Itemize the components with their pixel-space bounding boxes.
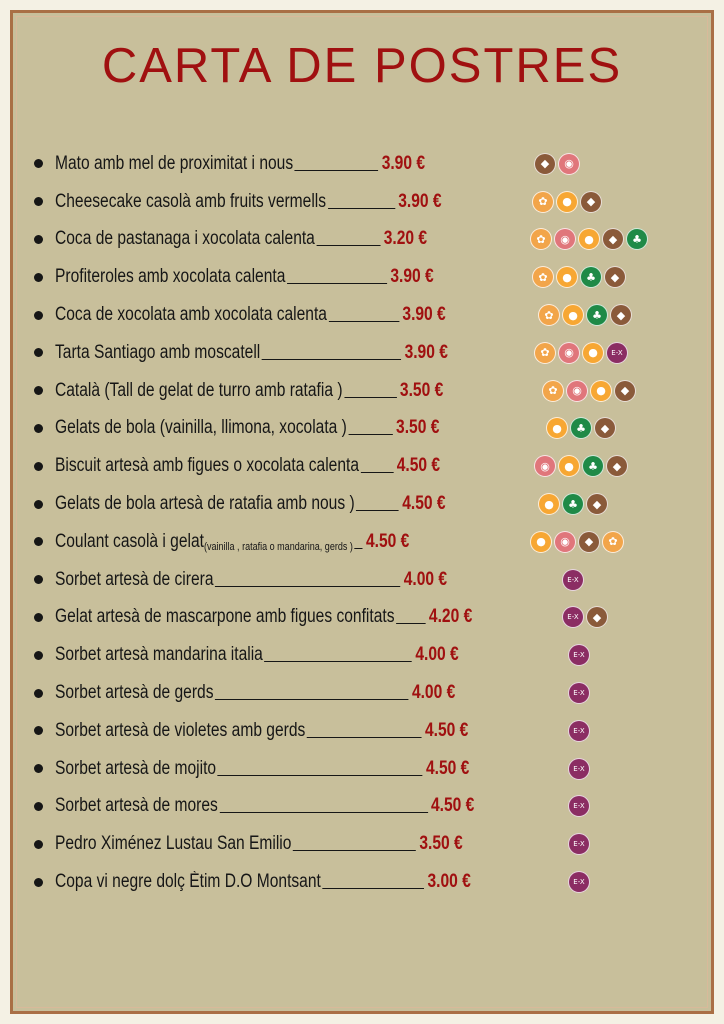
- allergen-icons: [538, 304, 632, 326]
- allergen-icons: [568, 644, 590, 666]
- soy-icon: ♣: [580, 266, 602, 288]
- dessert-price: 4.00 €: [403, 568, 448, 590]
- allergen-icons: [530, 228, 648, 250]
- egg-icon: ●: [530, 531, 552, 553]
- nut-icon: ◉: [554, 531, 576, 553]
- leader-line: [219, 811, 427, 813]
- dessert-price: 3.50 €: [419, 833, 463, 855]
- dessert-price: 4.50 €: [425, 719, 469, 741]
- menu-item-text: [55, 682, 455, 704]
- sulphite-icon: E-X: [568, 682, 590, 704]
- menu-item: [28, 712, 698, 750]
- menu-item: [28, 334, 698, 372]
- soy-icon: ♣: [586, 304, 608, 326]
- sulphite-icon: E-X: [568, 720, 590, 742]
- menu-item-text: [55, 606, 472, 628]
- egg-icon: ●: [578, 228, 600, 250]
- leader-line: [316, 244, 380, 246]
- menu-item: [28, 410, 698, 448]
- leader-line: [329, 320, 400, 322]
- dessert-price: 3.90 €: [398, 190, 442, 212]
- milk-icon: ◆: [534, 153, 556, 175]
- dessert-name: Sorbet artesà mandarina italia: [55, 644, 263, 666]
- sulphite-icon: E-X: [568, 758, 590, 780]
- bullet-icon: [34, 689, 43, 698]
- bullet-icon: [34, 840, 43, 849]
- nut-icon: ◉: [534, 455, 556, 477]
- dessert-name: Pedro Ximénez Lustau San Emilio: [55, 833, 292, 855]
- leader-line: [287, 282, 387, 284]
- milk-icon: ◆: [604, 266, 626, 288]
- allergen-icons: [568, 758, 590, 780]
- dessert-name: Coca de pastanaga i xocolata calenta: [55, 228, 315, 250]
- leader-line: [355, 547, 363, 549]
- dessert-name: Biscuit artesà amb figues o xocolata calenta: [55, 455, 359, 477]
- dessert-name: Sorbet artesà de mojito: [55, 757, 217, 779]
- nut-icon: ◉: [566, 380, 588, 402]
- menu-item-text: [55, 720, 468, 742]
- soy-icon: ♣: [626, 228, 648, 250]
- dessert-price: 4.20 €: [428, 606, 473, 628]
- nut-icon: ◉: [554, 228, 576, 250]
- allergen-icons: [546, 417, 616, 439]
- milk-icon: ◆: [578, 531, 600, 553]
- dessert-name: Copa vi negre dolç Ètim D.O Montsant: [55, 871, 321, 893]
- allergen-icons: [568, 833, 590, 855]
- menu-item: [28, 372, 698, 410]
- leader-line: [322, 887, 424, 889]
- sulphite-icon: E-X: [568, 833, 590, 855]
- page-title: CARTA DE POSTRES: [101, 39, 623, 93]
- menu-item: [28, 258, 698, 296]
- allergen-icons: [568, 720, 590, 742]
- allergen-icons: [532, 266, 626, 288]
- menu-item: [28, 523, 698, 561]
- allergen-icons: [530, 531, 624, 553]
- wheat-icon: ✿: [534, 342, 556, 364]
- dessert-price: 4.50 €: [426, 757, 470, 779]
- bullet-icon: [34, 159, 43, 168]
- dessert-name: Cheesecake casolà amb fruits vermells: [55, 190, 327, 212]
- menu-item: [28, 221, 698, 259]
- menu-item-text: [55, 833, 463, 855]
- dessert-price: 4.00 €: [415, 644, 459, 666]
- egg-icon: ●: [556, 191, 578, 213]
- menu-item: [28, 825, 698, 863]
- bullet-icon: [34, 386, 43, 395]
- dessert-price: 4.50 €: [402, 493, 446, 515]
- dessert-price: 3.50 €: [399, 379, 444, 401]
- menu-item: [28, 485, 698, 523]
- leader-line: [264, 660, 412, 662]
- allergen-icons: [542, 380, 636, 402]
- menu-item-text: [55, 758, 469, 780]
- allergen-icons: [568, 871, 590, 893]
- leader-line: [328, 207, 395, 209]
- dessert-name: Català (Tall de gelat de turro amb ratafia ): [55, 379, 343, 401]
- dessert-name: Profiteroles amb xocolata calenta: [55, 266, 286, 288]
- dessert-name: Mato amb mel de proximitat i nous: [55, 152, 294, 174]
- dessert-price: 3.20 €: [383, 228, 428, 250]
- wheat-icon: ✿: [530, 228, 552, 250]
- dessert-price: 3.00 €: [427, 871, 471, 893]
- sulphite-icon: E-X: [568, 644, 590, 666]
- milk-icon: ◆: [594, 417, 616, 439]
- menu-item: [28, 296, 698, 334]
- menu-item-text: [55, 417, 439, 439]
- bullet-icon: [34, 575, 43, 584]
- egg-icon: ●: [546, 417, 568, 439]
- dessert-name: Sorbet artesà de gerds: [55, 682, 214, 704]
- bullet-icon: [34, 311, 43, 320]
- leader-line: [215, 698, 409, 700]
- sulphite-icon: E-X: [562, 569, 584, 591]
- sulphite-icon: E-X: [606, 342, 628, 364]
- menu-item: [28, 447, 698, 485]
- bullet-icon: [34, 764, 43, 773]
- leader-line: [361, 471, 394, 473]
- bullet-icon: [34, 878, 43, 887]
- dessert-name: Coca de xocolata amb xocolata calenta: [55, 304, 327, 326]
- dessert-note: (vainilla , ratafia o mandarina, gerds ): [203, 540, 353, 553]
- sulphite-icon: E-X: [568, 871, 590, 893]
- dessert-price: 4.50 €: [396, 455, 441, 477]
- menu-item: [28, 599, 698, 637]
- allergen-icons: [568, 795, 590, 817]
- dessert-name: Sorbet artesà de mores: [55, 795, 218, 817]
- dessert-name: Gelat artesà de mascarpone amb figues confitats: [55, 606, 395, 628]
- menu-item-text: [55, 493, 446, 515]
- menu-item-text: [55, 871, 471, 893]
- menu-item: [28, 145, 698, 183]
- egg-icon: ●: [556, 266, 578, 288]
- leader-line: [348, 433, 392, 435]
- dessert-price: 3.90 €: [381, 152, 426, 174]
- wheat-icon: ✿: [602, 531, 624, 553]
- allergen-icons: [534, 455, 628, 477]
- menu-item: [28, 750, 698, 788]
- milk-icon: ◆: [602, 228, 624, 250]
- allergen-icons: [562, 569, 584, 591]
- dessert-price: 3.90 €: [402, 304, 446, 326]
- menu-item-text: [55, 531, 409, 553]
- dessert-list: [28, 145, 698, 901]
- dessert-price: 4.50 €: [431, 795, 475, 817]
- soy-icon: ♣: [582, 455, 604, 477]
- leader-line: [344, 396, 396, 398]
- wheat-icon: ✿: [538, 304, 560, 326]
- milk-icon: ◆: [614, 380, 636, 402]
- wheat-icon: ✿: [532, 191, 554, 213]
- soy-icon: ♣: [570, 417, 592, 439]
- leader-line: [215, 585, 400, 587]
- milk-icon: ◆: [610, 304, 632, 326]
- nut-icon: ◉: [558, 153, 580, 175]
- bullet-icon: [34, 500, 43, 509]
- milk-icon: ◆: [586, 606, 608, 628]
- allergen-icons: [562, 606, 608, 628]
- wheat-icon: ✿: [532, 266, 554, 288]
- milk-icon: ◆: [606, 455, 628, 477]
- dessert-price: 4.50 €: [365, 530, 410, 552]
- egg-icon: ●: [558, 455, 580, 477]
- bullet-icon: [34, 802, 43, 811]
- leader-line: [396, 622, 426, 624]
- menu-item-text: [55, 644, 459, 666]
- bullet-icon: [34, 462, 43, 471]
- menu-item: [28, 788, 698, 826]
- menu-item: [28, 561, 698, 599]
- menu-item-text: [55, 795, 474, 817]
- bullet-icon: [34, 651, 43, 660]
- dessert-price: 3.50 €: [396, 417, 440, 439]
- dessert-name: Gelats de bola (vainilla, llimona, xocolata ): [55, 417, 347, 439]
- menu-item-text: [55, 455, 440, 477]
- menu-item-text: [55, 304, 446, 326]
- leader-line: [295, 169, 379, 171]
- bullet-icon: [34, 537, 43, 546]
- egg-icon: ●: [582, 342, 604, 364]
- bullet-icon: [34, 273, 43, 282]
- leader-line: [307, 736, 422, 738]
- menu-item-text: [55, 342, 448, 364]
- dessert-name: Tarta Santiago amb moscatell: [55, 341, 261, 363]
- bullet-icon: [34, 197, 43, 206]
- menu-item-text: [55, 153, 425, 175]
- sulphite-icon: E-X: [568, 795, 590, 817]
- allergen-icons: [534, 153, 580, 175]
- bullet-icon: [34, 235, 43, 244]
- dessert-price: 4.00 €: [411, 682, 456, 704]
- milk-icon: ◆: [586, 493, 608, 515]
- milk-icon: ◆: [580, 191, 602, 213]
- egg-icon: ●: [538, 493, 560, 515]
- dessert-price: 3.90 €: [390, 266, 434, 288]
- menu-item-text: [55, 266, 434, 288]
- dessert-name: Sorbet artesà de cirera: [55, 568, 214, 590]
- dessert-price: 3.90 €: [404, 341, 448, 363]
- allergen-icons: [534, 342, 628, 364]
- leader-line: [293, 849, 416, 851]
- bullet-icon: [34, 424, 43, 433]
- menu-item: [28, 863, 698, 901]
- menu-item: [28, 674, 698, 712]
- menu-item-text: [55, 569, 447, 591]
- bullet-icon: [34, 348, 43, 357]
- allergen-icons: [532, 191, 602, 213]
- leader-line: [356, 509, 399, 511]
- egg-icon: ●: [590, 380, 612, 402]
- allergen-icons: [568, 682, 590, 704]
- menu-item-text: [55, 380, 443, 402]
- dessert-name: Sorbet artesà de violetes amb gerds: [55, 719, 306, 741]
- bullet-icon: [34, 726, 43, 735]
- menu-item: [28, 636, 698, 674]
- nut-icon: ◉: [558, 342, 580, 364]
- menu-item-text: [55, 191, 442, 213]
- leader-line: [262, 358, 401, 360]
- dessert-name: Coulant casolà i gelat: [55, 530, 204, 552]
- sulphite-icon: E-X: [562, 606, 584, 628]
- menu-item: [28, 183, 698, 221]
- leader-line: [218, 774, 423, 776]
- wheat-icon: ✿: [542, 380, 564, 402]
- bullet-icon: [34, 613, 43, 622]
- egg-icon: ●: [562, 304, 584, 326]
- dessert-name: Gelats de bola artesà de ratafia amb nous ): [55, 493, 355, 515]
- menu-item-text: [55, 228, 427, 250]
- soy-icon: ♣: [562, 493, 584, 515]
- allergen-icons: [538, 493, 608, 515]
